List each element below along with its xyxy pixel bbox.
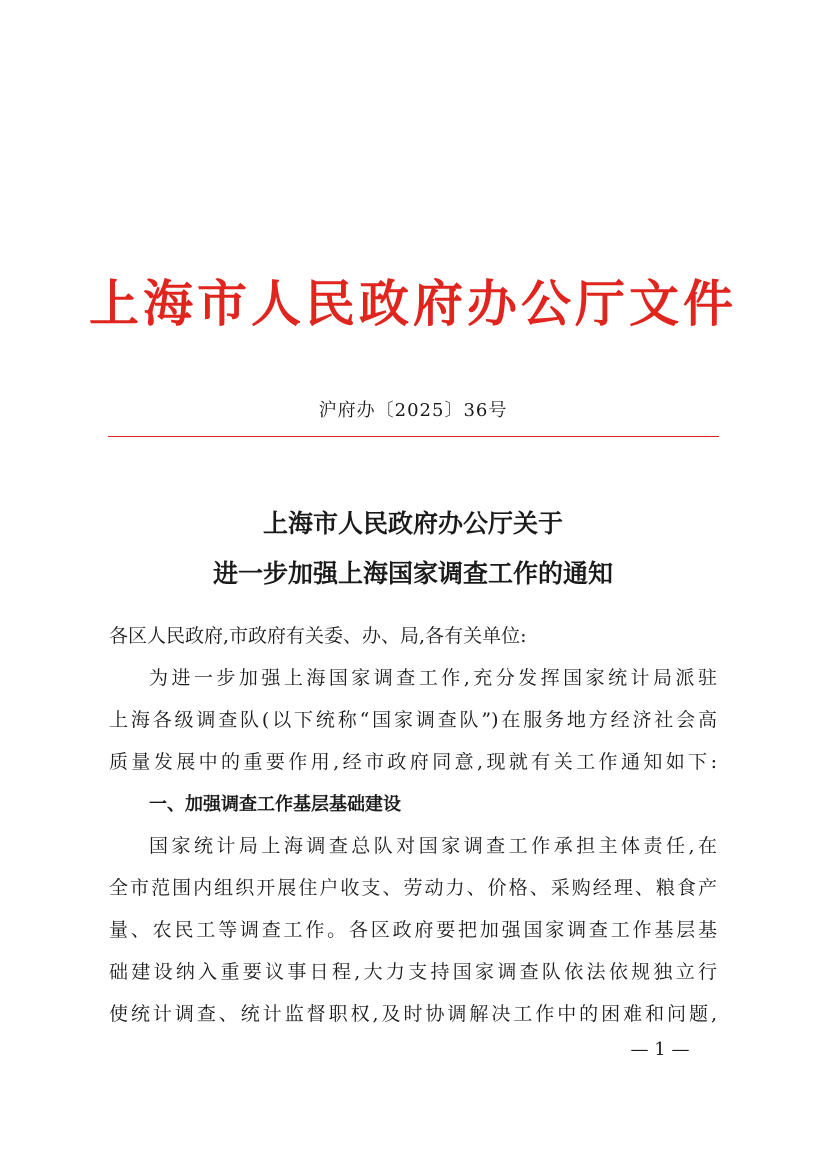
section-1-line-5: 使统计调查、统计监督职权,及时协调解决工作中的困难和问题, <box>109 1003 717 1025</box>
addressee-line: 各区人民政府,市政府有关委、办、局,各有关单位: <box>109 625 527 647</box>
section-1-line-3: 量、农民工等调查工作。各区政府要把加强国家调查工作基层基 <box>109 919 717 941</box>
section-1-line-2: 全市范围内组织开展住户收支、劳动力、价格、采购经理、粮食产 <box>109 877 717 899</box>
document-number: 沪府办〔2025〕36号 <box>318 400 508 421</box>
section-1-heading: 一、加强调查工作基层基础建设 <box>149 794 401 815</box>
intro-line-1: 为进一步加强上海国家调查工作,充分发挥国家统计局派驻 <box>149 667 717 689</box>
red-divider-line <box>108 436 719 437</box>
document-header-title: 上海市人民政府办公厅文件 <box>89 274 737 333</box>
notice-title-line-2: 进一步加强上海国家调查工作的通知 <box>212 559 613 588</box>
intro-line-3: 质量发展中的重要作用,经市政府同意,现就有关工作通知如下: <box>109 751 717 773</box>
section-1-line-4: 础建设纳入重要议事日程,大力支持国家调查队依法依规独立行 <box>109 961 717 983</box>
notice-title-line-1: 上海市人民政府办公厅关于 <box>262 509 563 538</box>
intro-line-2: 上海各级调查队(以下统称“国家调查队”)在服务地方经济社会高 <box>109 709 717 731</box>
section-1-line-1: 国家统计局上海调查总队对国家调查工作承担主体责任,在 <box>149 835 717 857</box>
page-number: — 1 — <box>630 1039 690 1060</box>
